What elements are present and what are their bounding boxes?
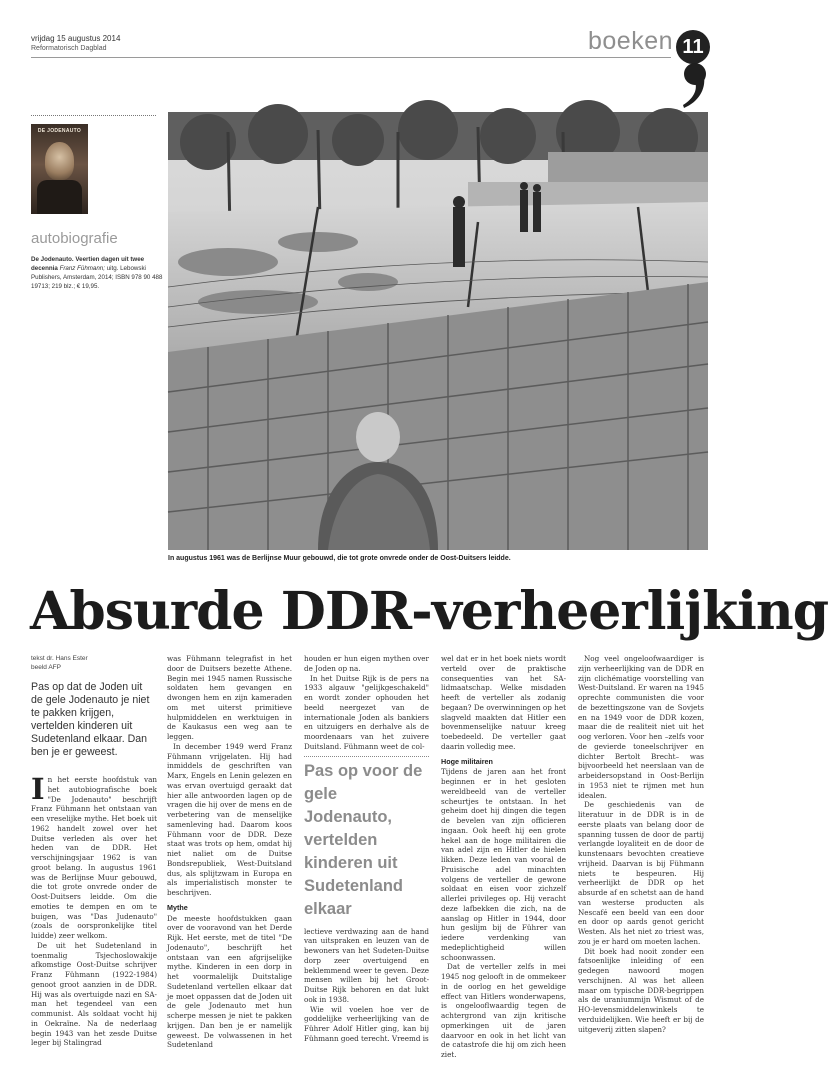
article-headline: Absurde DDR-verheerlijking [30, 581, 828, 642]
paragraph: houden er hun eigen mythen over de Joden op na. [304, 654, 429, 673]
pullquote-rule [304, 756, 429, 757]
header-rule [31, 57, 671, 58]
column-3-body-top [304, 654, 429, 752]
photo-credit: beeld AFP [31, 664, 61, 671]
article-intro: Pas op dat de Joden uit de gele Jodenauto je niet te pakken krijgen, vertelden kinderen uit Sudetenland elkaar. Dan ben je er geweest. [31, 681, 150, 758]
paragraph: Tijdens de jaren aan het front beginnen er in het gesloten wereldbeeld van de verteller scheurtjes te ontstaan. In het geheim doet hij dingen die tegen de bevelen van zijn officieren ingaan. Ook heeft hij een grote hekel aan de hoge militairen die van adel zijn en Hitler de hielen likken. Deze leden van vooral de Pruisische adel minachten volgens de verteller de gewone soldaat en eisen voor zichzelf allerlei privileges op. Hij veracht deze lafbekken die zich, na de aanslag op Hitler in 1944, door hun geslijm bij de Führer van iedere verdenking van medeplichtigheid willen schoonwassen. [441, 767, 566, 962]
page-number-badge: 11 [676, 30, 710, 64]
cover-coat [37, 180, 82, 214]
book-cover-title: DE JODENAUTO [37, 128, 82, 134]
paragraph: In het Duitse Rijk is de pers na 1933 algauw "gelijkgeschakeld" en wordt zonder ophouden het beeld neergezet van de internationale Joden als bankiers en uitzuigers en derhalve als de moordenaars van het zuivere Duitsland. Fühmann weet de col- [304, 673, 429, 751]
paragraph: De geschiedenis van de literatuur in de DDR is in de eerste plaats van belang door de spanning tussen de door de partij verlangde loyaliteit en de door de kunstenaars bevochten creatieve vrijheid. Daarvan is bij Fühmann niets te bespeuren. Hij verheerlijkt de DDR op het absurde af en schetst aan de hand van westerse producten als Nescafé een beeld van een door en door op aards genot gericht Westen. Als het niet zo triest was, zou je er hard om moeten lachen. [578, 800, 704, 946]
paragraph: De meeste hoofdstukken gaan over de vooravond van het Derde Rijk. Het eerste, met de titel "De Jodenauto", beschrijft het ontstaan van een afgrijselijke mythe. Kinderen in een dorp in het voormalelijk Duitstalige Sudetenland vertellen elkaar dat je moet oppassen dat de Joden uit de gele Jodenauto met hun scherpe messen je niet te pakken krijgen. Dan ben je er namelijk geweest. De volwassenen in het Sudetenland [167, 913, 292, 1050]
paragraph: In het eerste hoofdstuk van het autobiografische boek "De Jodenauto" beschrijft Franz Fühmann het ontstaan van een vreselijke mythe. Het boek uit 1962 handelt zowel over het Duitse verleden als over het heden van de DDR. Het verschijningsjaar 1962 is van groot belang. In augustus 1961 was de Berlijnse Muur gebouwd, die tot grote onvrede onder de Oost-Duitsers leidde. Om die emoties te dempen en om te buigen, was "Das Judenauto" (zoals de oorspronkelijke titel luidde) zeer welkom. [31, 772, 157, 940]
paragraph: In december 1949 werd Franz Fühmann vrijgelaten. Hij had inmiddels de geschriften van Marx, Engels en Lenin gelezen en was ervan overtuigd geraakt dat hier alle antwoorden lagen op de vragen die hij over de mens en de verbetering van de menselijke samenleving had. Daarom koos Fühmann voor de DDR. Deze staat was trots op hem, omdat hij niet naliet om de Duitse Bondsrepubliek, West-Duitsland dus, als splijtzwam in Europa en als imperialistisch monster te beschrijven. [167, 741, 292, 897]
cover-portrait [45, 142, 74, 180]
column-2 [167, 654, 292, 1050]
book-title: De Jodenauto. Veertien dagen uit twee decennia [31, 256, 145, 272]
paragraph: Nog veel ongeloofwaardiger is zijn verheerlijking van de DDR en zijn clichématige voorstelling van West-Duitsland. Er waren na 1945 oprechte communisten die voor de bezettingszone van de Sovjets en na 1949 voor de DDR kozen, maar die de realiteit niet uit het oog verloren. Voor hen –zelfs voor de gevierde toneelschrijver en dichter Bertolt Brecht– was bijvoorbeeld het neerslaan van de arbeidersopstand in Oost-Berlijn in 1953 niet te rijmen met hun idealen. [578, 654, 704, 800]
paragraph: lectieve verdwazing aan de hand van uitspraken en leuzen van de bewoners van het Sudeten-Duitse dorp zeer overtuigend en beklemmend weer te geven. Deze mensen willen bij het Groot-Duitse Rijk behoren en dat lukt ook in 1938. [304, 926, 429, 1004]
paragraph: Dit boek had nooit zonder een fatsoenlijke inleiding of een gedegen nawoord mogen verschijnen. Al was het alleen maar om typische DDR-begrippen als de uraniummijn Wismut of de HO-levensmiddelenwinkels te verduidelijken. Wie heeft er bij de uitgeverij zitten slapen? [578, 946, 704, 1034]
paragraph: Wie wil voelen hoe ver de goddelijke verheerlijking van de Führer Adolf Hitler ging, kan bij Fühmann goed terecht. Vreemd is [304, 1004, 429, 1043]
comma-logo-icon [680, 62, 708, 110]
paragraph: Dat de verteller zelfs in mei 1945 nog gelooft in de ommekeer in de oorlog en het geweldige effect van Hitlers wonderwapens, is ongelooflwaardig tegen de achtergrond van zijn kritische opmerkingen uit de jaren daarvoor en ook in het licht van de catastrofe die hij om zich heen ziet. [441, 962, 566, 1059]
paragraph: was Fühmann telegrafist in het door de Duitsers bezette Athene. Begin mei 1945 namen Russische soldaten hem gevangen en dwongen hem en zijn kameraden om met uiterst primitieve hulpmiddelen en werktuigen in de Kaukasus een weg aan te leggen. [167, 654, 292, 741]
berlin-wall-photo [168, 112, 708, 550]
column-1-body [31, 772, 157, 1048]
column-3-body-bottom [304, 927, 429, 1044]
issue-date: vrijdag 15 augustus 2014 [31, 34, 121, 43]
section-title: boeken [588, 27, 674, 55]
column-3 [304, 654, 429, 1044]
author-credit: tekst dr. Hans Ester [31, 655, 88, 662]
paragraph: De uit het Sudetenland in toenmalig Tsjechoslowakije afkomstige Oost-Duitse schrijver Franz Fühmann (1922-1984) genoot groot aanzien in de DDR. Hij was als overtuigde nazi en SA-man het tegendeel van een communist. Als soldaat vocht hij in Oekraïne. Na de nederlaag begin 1943 van het zesde Duitse leger bij Stalingrad [31, 940, 157, 1048]
newspaper-name: Reformatorisch Dagblad [31, 45, 107, 52]
book-publication-info: uitg. Lebowski Publishers, Amsterdam, 2014; ISBN 978 90 488 19713; 219 blz.; € 19,95. [31, 265, 163, 290]
sidebar-label: autobiografie [31, 230, 118, 247]
column-5 [578, 654, 704, 1034]
book-author: Franz Fühmann; [59, 265, 105, 272]
column-1 [31, 654, 157, 1048]
paragraph: wel dat er in het boek niets wordt verteld over de praktische consequenties van het SA-lidmaatschap. Welke misdaden heeft de verteller als zodanig begaan? De overwinningen op het slagveld maakten dat Hitler een bovenmenselijke natuur kreeg toebedeeld. De verteller gaat daarin volledig mee. [441, 654, 566, 751]
book-cover-image [31, 124, 88, 214]
column-4 [441, 654, 566, 1060]
pullquote: Pas op voor de gele Jodenauto, vertelden kinderen uit Sudetenland elkaar [304, 761, 423, 918]
sidebar-dotted-rule [31, 115, 156, 116]
subhead-militairen: Hoge militairen [441, 756, 493, 766]
photo-caption: In augustus 1961 was de Berlijnse Muur gebouwd, die tot grote onvrede onder de Oost-Duitsers leidde. [168, 555, 511, 562]
subhead-mythe: Mythe [167, 902, 188, 912]
book-details [31, 255, 163, 291]
